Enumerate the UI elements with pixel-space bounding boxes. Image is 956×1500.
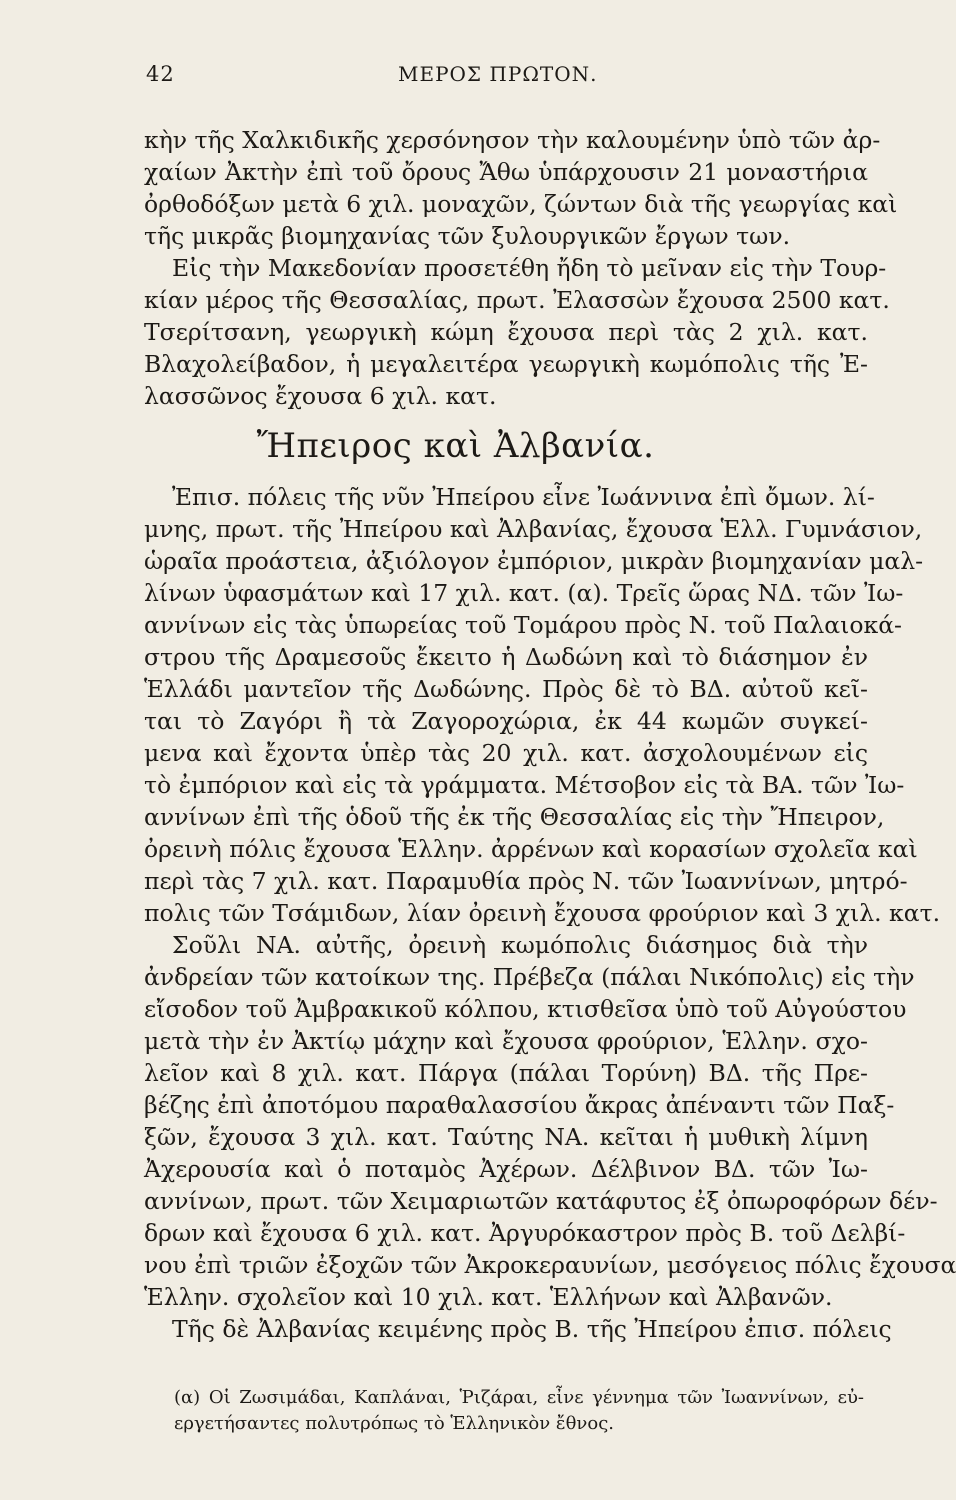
text-line: λεῖον καὶ 8 χιλ. κατ. Πάργα (πάλαι Τορύνη) ΒΔ. τῆς Πρε- — [144, 1059, 868, 1087]
page-number: 42 — [146, 62, 175, 86]
text-line: νου ἐπὶ τριῶν ἐξοχῶν τῶν Ἀκροκεραυνίων, μεσόγειος πόλις ἔχουσα — [144, 1251, 956, 1279]
text-line: ὀρθοδόξων μετὰ 6 χιλ. μοναχῶν, ζώντων διὰ τῆς γεωργίας καὶ — [144, 190, 898, 218]
text-line: ὀρεινὴ πόλις ἔχουσα Ἑλλην. ἀρρένων καὶ κορασίων σχολεῖα καὶ — [144, 835, 918, 863]
text-line: εἴσοδον τοῦ Ἀμβρακικοῦ κόλπου, κτισθεῖσα ὑπὸ τοῦ Αὐγούστου — [144, 995, 907, 1023]
text-line: ὡραῖα προάστεια, ἀξιόλογον ἐμπόριον, μικρὰν βιομηχανίαν μαλ- — [144, 547, 924, 575]
text-line: Βλαχολείβαδον, ἡ μεγαλειτέρα γεωργικὴ κωμόπολις τῆς Ἐ- — [144, 350, 868, 378]
footnote-line: (α) Οἱ Ζωσιμάδαι, Καπλάναι, Ῥιζάραι, εἶνε γέννημα τῶν Ἰωαννίνων, εὐ- — [174, 1387, 864, 1408]
text-line: αννίνων, πρωτ. τῶν Χειμαριωτῶν κατάφυτος ἐξ ὀπωροφόρων δέν- — [144, 1187, 938, 1215]
text-line: ται τὸ Ζαγόρι ἢ τὰ Ζαγοροχώρια, ἐκ 44 κωμῶν συγκεί- — [144, 707, 868, 735]
text-line: λίνων ὑφασμάτων καὶ 17 χιλ. κατ. (α). Τρεῖς ὥρας ΝΔ. τῶν Ἰω- — [144, 579, 904, 607]
page-header — [146, 62, 865, 92]
text-line: λασσῶνος ἔχουσα 6 χιλ. κατ. — [144, 382, 497, 410]
text-line: μνης, πρωτ. τῆς Ἠπείρου καὶ Ἀλβανίας, ἔχουσα Ἑλλ. Γυμνάσιον, — [144, 515, 923, 543]
text-line: πολις τῶν Τσάμιδων, λίαν ὀρεινὴ ἔχουσα φρούριον καὶ 3 χιλ. κατ. — [144, 899, 941, 927]
text-line: Σοῦλι ΝΑ. αὐτῆς, ὀρεινὴ κωμόπολις διάσημος διὰ τὴν — [172, 931, 868, 959]
text-line: Ἑλλάδι μαντεῖον τῆς Δωδώνης. Πρὸς δὲ τὸ ΒΔ. αὐτοῦ κεῖ- — [144, 675, 868, 703]
text-line: βέζης ἐπὶ ἀποτόμου παραθαλασσίου ἄκρας ἀπέναντι τῶν Παξ- — [144, 1091, 895, 1119]
text-line: μενα καὶ ἔχοντα ὑπὲρ τὰς 20 χιλ. κατ. ἀσχολουμένων εἰς — [144, 739, 868, 767]
running-head: ΜΕΡΟΣ ΠΡΩΤΟΝ. — [398, 62, 598, 86]
text-line: Ἑλλην. σχολεῖον καὶ 10 χιλ. κατ. Ἑλλήνων καὶ Ἀλβανῶν. — [144, 1283, 833, 1311]
text-line: κὴν τῆς Χαλκιδικῆς χερσόνησον τὴν καλουμένην ὑπὸ τῶν ἀρ- — [144, 126, 881, 154]
text-line: αννίνων ἐπὶ τῆς ὁδοῦ τῆς ἐκ τῆς Θεσσαλίας εἰς τὴν Ἤπειρον, — [144, 803, 885, 831]
text-line: Ἀχερουσία καὶ ὁ ποταμὸς Ἀχέρων. Δέλβινον ΒΔ. τῶν Ἰω- — [144, 1155, 868, 1183]
text-line: αννίνων εἰς τὰς ὑπωρείας τοῦ Τομάρου πρὸς Ν. τοῦ Παλαιοκά- — [144, 611, 903, 639]
footnote — [174, 1385, 864, 1437]
text-line: Τῆς δὲ Ἀλβανίας κειμένης πρὸς Β. τῆς Ἠπείρου ἐπισ. πόλεις — [172, 1315, 892, 1343]
text-line: Ἐπισ. πόλεις τῆς νῦν Ἠπείρου εἶνε Ἰωάννινα ἐπὶ ὄμων. λί- — [172, 483, 875, 511]
text-line: τῆς μικρᾶς βιομηχανίας τῶν ξυλουργικῶν ἔργων των. — [144, 222, 791, 250]
text-line: τὸ ἐμπόριον καὶ εἰς τὰ γράμματα. Μέτσοβον εἰς τὰ ΒΑ. τῶν Ἰω- — [144, 771, 905, 799]
text-line: στρου τῆς Δραμεσοῦς ἔκειτο ἡ Δωδώνη καὶ τὸ διάσημον ἐν — [144, 643, 868, 671]
footnote-line: εργετήσαντες πολυτρόπως τὸ Ἑλληνικὸν ἔθνος. — [174, 1413, 614, 1434]
section-macedonia-text — [144, 124, 898, 412]
section-heading: Ἤπειρος καὶ Ἀλβανία. — [256, 426, 655, 466]
text-line: ξῶν, ἔχουσα 3 χιλ. κατ. Ταύτης ΝΑ. κεῖται ἡ μυθικὴ λίμνη — [144, 1123, 868, 1151]
section-epirus-text — [144, 481, 956, 1345]
text-line: Τσερίτσανη, γεωργικὴ κώμη ἔχουσα περὶ τὰς 2 χιλ. κατ. — [144, 318, 868, 346]
text-line: χαίων Ἀκτὴν ἐπὶ τοῦ ὄρους Ἄθω ὑπάρχουσιν 21 μοναστήρια — [144, 158, 868, 186]
text-line: ἀνδρείαν τῶν κατοίκων της. Πρέβεζα (πάλαι Νικόπολις) εἰς τὴν — [144, 963, 915, 991]
text-line: Εἰς τὴν Μακεδονίαν προσετέθη ἤδη τὸ μεῖναν εἰς τὴν Τουρ- — [172, 254, 887, 282]
text-line: περὶ τὰς 7 χιλ. κατ. Παραμυθία πρὸς Ν. τῶν Ἰωαννίνων, μητρό- — [144, 867, 908, 895]
text-line: κίαν μέρος τῆς Θεσσαλίας, πρωτ. Ἐλασσὼν ἔχουσα 2500 κατ. — [144, 286, 890, 314]
text-line: δρων καὶ ἔχουσα 6 χιλ. κατ. Ἀργυρόκαστρον πρὸς Β. τοῦ Δελβί- — [144, 1219, 906, 1247]
text-line: μετὰ τὴν ἐν Ἀκτίῳ μάχην καὶ ἔχουσα φρούριον, Ἑλλην. σχο- — [144, 1027, 868, 1055]
